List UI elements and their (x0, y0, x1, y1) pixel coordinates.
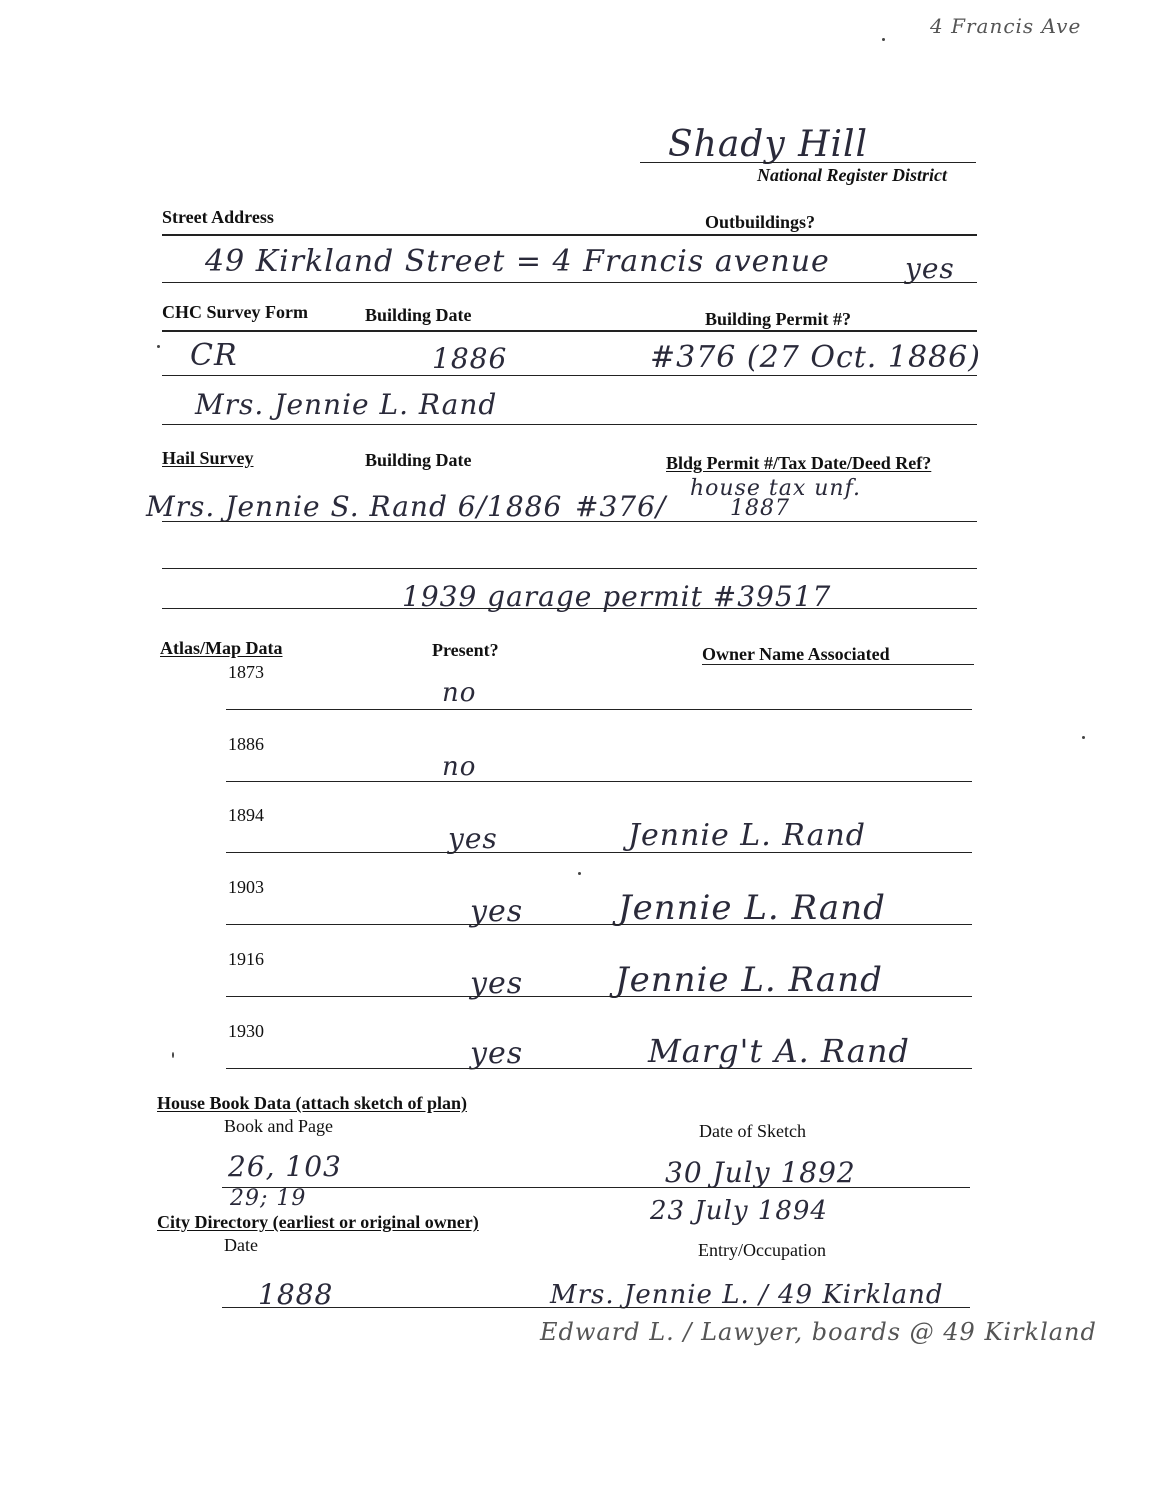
hail-blank-rule (162, 568, 977, 569)
hail-owner-date-value: Mrs. Jennie S. Rand 6/1886 (146, 490, 563, 523)
atlas-year: 1903 (228, 877, 264, 897)
city-directory-entry-label: Entry/Occupation (698, 1240, 826, 1260)
atlas-row-rule (226, 709, 972, 710)
chc-permit-label: Building Permit #? (705, 309, 852, 329)
hail-garage-rule (162, 608, 977, 609)
atlas-present: no (442, 752, 477, 782)
atlas-row-rule (226, 1068, 972, 1069)
hail-survey-label: Hail Survey (162, 448, 254, 468)
district-rule (640, 162, 976, 163)
chc-survey-label: CHC Survey Form (162, 302, 308, 322)
atlas-row-rule (226, 852, 972, 853)
atlas-year: 1894 (228, 805, 264, 825)
chc-header-rule (162, 330, 977, 332)
atlas-present: yes (470, 894, 524, 929)
atlas-present: no (442, 678, 477, 708)
atlas-year: 1930 (228, 1021, 264, 1041)
corner-note: 4 Francis Ave (930, 14, 1082, 38)
scan-speck (882, 38, 885, 41)
street-value-rule (162, 282, 977, 283)
atlas-label: Atlas/Map Data (160, 638, 283, 658)
chc-owner-value: Mrs. Jennie L. Rand (195, 388, 498, 421)
atlas-row-rule (226, 996, 972, 997)
atlas-year: 1916 (228, 949, 264, 969)
outbuildings-label: Outbuildings? (705, 212, 816, 232)
scan-speck (172, 1052, 174, 1058)
street-header-rule (162, 234, 977, 236)
scan-speck (578, 872, 581, 875)
hail-garage-value: 1939 garage permit #39517 (402, 580, 832, 613)
scan-speck (157, 345, 160, 348)
chc-permit-value: #376 (27 Oct. 1886) (650, 340, 981, 375)
city-directory-date-value: 1888 (258, 1278, 334, 1311)
housebook-book-value-1: 26, 103 (228, 1150, 342, 1183)
housebook-book-value-2: 29; 19 (230, 1186, 307, 1211)
hail-tax-value-2: 1887 (730, 496, 790, 521)
hail-value-rule (162, 521, 977, 522)
chc-owner-rule (162, 424, 977, 425)
city-directory-label: City Directory (earliest or original owner) (157, 1212, 479, 1232)
hail-permit-value: #376/ (575, 490, 667, 523)
atlas-owner-rule (702, 664, 974, 665)
street-address-value: 49 Kirkland Street = 4 Francis avenue (205, 244, 830, 279)
atlas-present: yes (448, 822, 498, 855)
atlas-owner: Marg't A. Rand (648, 1032, 910, 1070)
atlas-year: 1873 (228, 662, 264, 682)
housebook-value-rule (222, 1187, 970, 1188)
atlas-present: yes (470, 966, 524, 1001)
hail-tax-value-1: house tax unf. (690, 476, 861, 501)
outbuildings-value: yes (905, 252, 955, 285)
housebook-book-label: Book and Page (224, 1116, 333, 1136)
chc-date-label: Building Date (365, 305, 472, 325)
housebook-sketch-value-2: 23 July 1894 (650, 1196, 828, 1226)
chc-value-rule (162, 375, 977, 376)
atlas-owner: Jennie L. Rand (628, 818, 866, 853)
atlas-owner-label: Owner Name Associated (702, 644, 890, 664)
scan-speck (1082, 736, 1085, 739)
atlas-owner: Jennie L. Rand (618, 888, 886, 928)
hail-ref-label: Bldg Permit #/Tax Date/Deed Ref? (666, 453, 932, 473)
housebook-sketch-label: Date of Sketch (699, 1121, 806, 1141)
city-directory-value-rule (222, 1307, 970, 1308)
atlas-owner: Jennie L. Rand (615, 960, 883, 1000)
housebook-label: House Book Data (attach sketch of plan) (157, 1093, 468, 1113)
city-directory-entry-value-1: Mrs. Jennie L. / 49 Kirkland (550, 1280, 944, 1310)
city-directory-date-label: Date (224, 1235, 258, 1255)
city-directory-entry-value-2: Edward L. / Lawyer, boards @ 49 Kirkland (540, 1318, 1097, 1346)
atlas-row-rule (226, 924, 972, 925)
chc-form-value: CR (190, 338, 238, 373)
atlas-present: yes (470, 1036, 524, 1071)
atlas-row-rule (226, 781, 972, 782)
chc-date-value: 1886 (432, 342, 508, 375)
atlas-present-label: Present? (432, 640, 499, 660)
hail-date-label: Building Date (365, 450, 472, 470)
housebook-sketch-value-1: 30 July 1892 (665, 1156, 856, 1189)
district-caption: National Register District (757, 165, 948, 185)
district-name: Shady Hill (668, 124, 869, 165)
atlas-year: 1886 (228, 734, 264, 754)
street-address-label: Street Address (162, 207, 274, 227)
